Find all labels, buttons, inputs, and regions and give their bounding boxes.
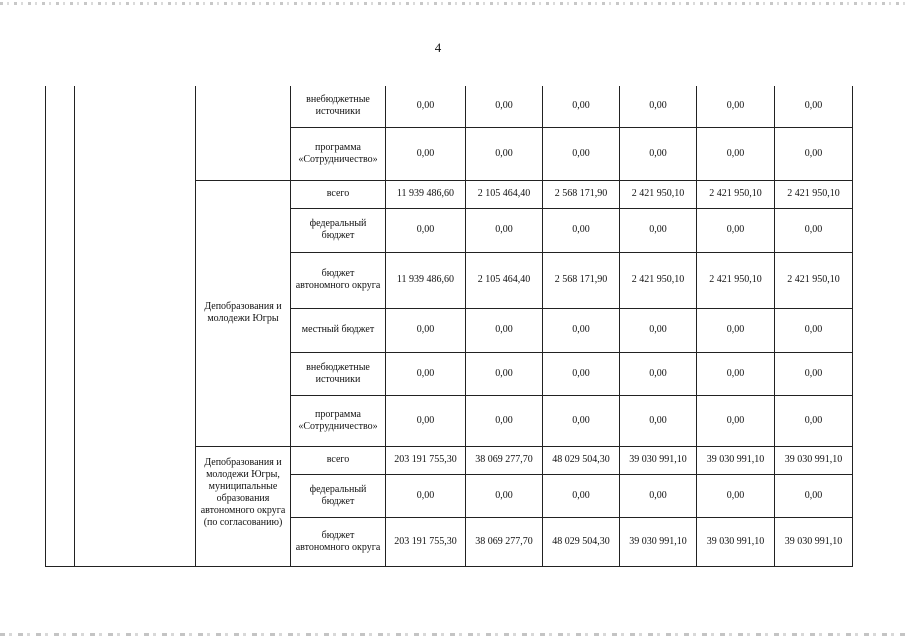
value-cell: 2 421 950,10 xyxy=(620,252,697,308)
value-cell: 39 030 991,10 xyxy=(775,517,853,566)
value-cell: 0,00 xyxy=(543,127,620,180)
value-cell: 0,00 xyxy=(697,208,775,252)
value-cell: 2 421 950,10 xyxy=(620,180,697,208)
value-cell: 0,00 xyxy=(543,208,620,252)
value-cell: 39 030 991,10 xyxy=(697,446,775,474)
value-cell: 0,00 xyxy=(386,86,466,127)
value-cell: 0,00 xyxy=(466,352,543,395)
value-cell: 2 568 171,90 xyxy=(543,252,620,308)
source-cell: программа «Сотрудничество» xyxy=(291,395,386,446)
value-cell: 2 421 950,10 xyxy=(697,180,775,208)
value-cell: 0,00 xyxy=(620,208,697,252)
value-cell: 48 029 504,30 xyxy=(543,446,620,474)
value-cell: 2 421 950,10 xyxy=(775,180,853,208)
value-cell: 0,00 xyxy=(775,308,853,352)
value-cell: 0,00 xyxy=(386,352,466,395)
value-cell: 0,00 xyxy=(466,127,543,180)
value-cell: 0,00 xyxy=(620,127,697,180)
value-cell: 0,00 xyxy=(620,395,697,446)
source-cell: всего xyxy=(291,180,386,208)
source-cell: бюджет автономного округа xyxy=(291,517,386,566)
value-cell: 0,00 xyxy=(543,474,620,517)
value-cell: 0,00 xyxy=(466,474,543,517)
value-cell: 39 030 991,10 xyxy=(775,446,853,474)
executor-cell: Депобразования и молодежи Югры, муниципальные образования автономного округа (по согласованию) xyxy=(196,446,291,566)
source-cell: внебюджетные источники xyxy=(291,86,386,127)
value-cell: 0,00 xyxy=(466,208,543,252)
value-cell: 0,00 xyxy=(775,208,853,252)
value-cell: 11 939 486,60 xyxy=(386,252,466,308)
value-cell: 0,00 xyxy=(543,395,620,446)
value-cell: 0,00 xyxy=(697,308,775,352)
value-cell: 0,00 xyxy=(620,474,697,517)
value-cell: 0,00 xyxy=(543,352,620,395)
value-cell: 2 105 464,40 xyxy=(466,180,543,208)
blank-column-1 xyxy=(46,86,75,566)
budget-table xyxy=(45,86,853,567)
value-cell: 11 939 486,60 xyxy=(386,180,466,208)
page-number: 4 xyxy=(434,40,442,55)
value-cell: 0,00 xyxy=(386,474,466,517)
value-cell: 0,00 xyxy=(775,127,853,180)
value-cell: 0,00 xyxy=(697,352,775,395)
value-cell: 0,00 xyxy=(697,395,775,446)
source-cell: федеральный бюджет xyxy=(291,208,386,252)
value-cell: 48 029 504,30 xyxy=(543,517,620,566)
value-cell: 0,00 xyxy=(386,308,466,352)
value-cell: 0,00 xyxy=(775,86,853,127)
value-cell: 0,00 xyxy=(775,474,853,517)
source-cell: внебюджетные источники xyxy=(291,352,386,395)
value-cell: 0,00 xyxy=(697,86,775,127)
value-cell: 0,00 xyxy=(466,395,543,446)
source-cell: федеральный бюджет xyxy=(291,474,386,517)
value-cell: 0,00 xyxy=(466,308,543,352)
value-cell: 203 191 755,30 xyxy=(386,517,466,566)
source-cell: всего xyxy=(291,446,386,474)
value-cell: 2 421 950,10 xyxy=(775,252,853,308)
executor-cell xyxy=(196,86,291,180)
value-cell: 0,00 xyxy=(466,86,543,127)
value-cell: 0,00 xyxy=(386,395,466,446)
value-cell: 0,00 xyxy=(775,352,853,395)
blank-column-2 xyxy=(75,86,196,566)
value-cell: 0,00 xyxy=(697,474,775,517)
value-cell: 2 421 950,10 xyxy=(697,252,775,308)
scan-edge-top xyxy=(0,2,905,5)
source-cell: программа «Сотрудничество» xyxy=(291,127,386,180)
source-cell: местный бюджет xyxy=(291,308,386,352)
value-cell: 0,00 xyxy=(620,86,697,127)
value-cell: 2 105 464,40 xyxy=(466,252,543,308)
value-cell: 0,00 xyxy=(697,127,775,180)
source-cell: бюджет автономного округа xyxy=(291,252,386,308)
executor-cell: Депобразования и молодежи Югры xyxy=(196,180,291,446)
value-cell: 39 030 991,10 xyxy=(697,517,775,566)
value-cell: 0,00 xyxy=(620,308,697,352)
value-cell: 39 030 991,10 xyxy=(620,446,697,474)
value-cell: 0,00 xyxy=(386,127,466,180)
value-cell: 0,00 xyxy=(386,208,466,252)
value-cell: 203 191 755,30 xyxy=(386,446,466,474)
value-cell: 38 069 277,70 xyxy=(466,446,543,474)
value-cell: 0,00 xyxy=(620,352,697,395)
value-cell: 2 568 171,90 xyxy=(543,180,620,208)
table-row xyxy=(46,86,853,127)
value-cell: 0,00 xyxy=(543,308,620,352)
value-cell: 0,00 xyxy=(543,86,620,127)
value-cell: 39 030 991,10 xyxy=(620,517,697,566)
scan-edge-bottom xyxy=(0,633,905,636)
value-cell: 38 069 277,70 xyxy=(466,517,543,566)
value-cell: 0,00 xyxy=(775,395,853,446)
